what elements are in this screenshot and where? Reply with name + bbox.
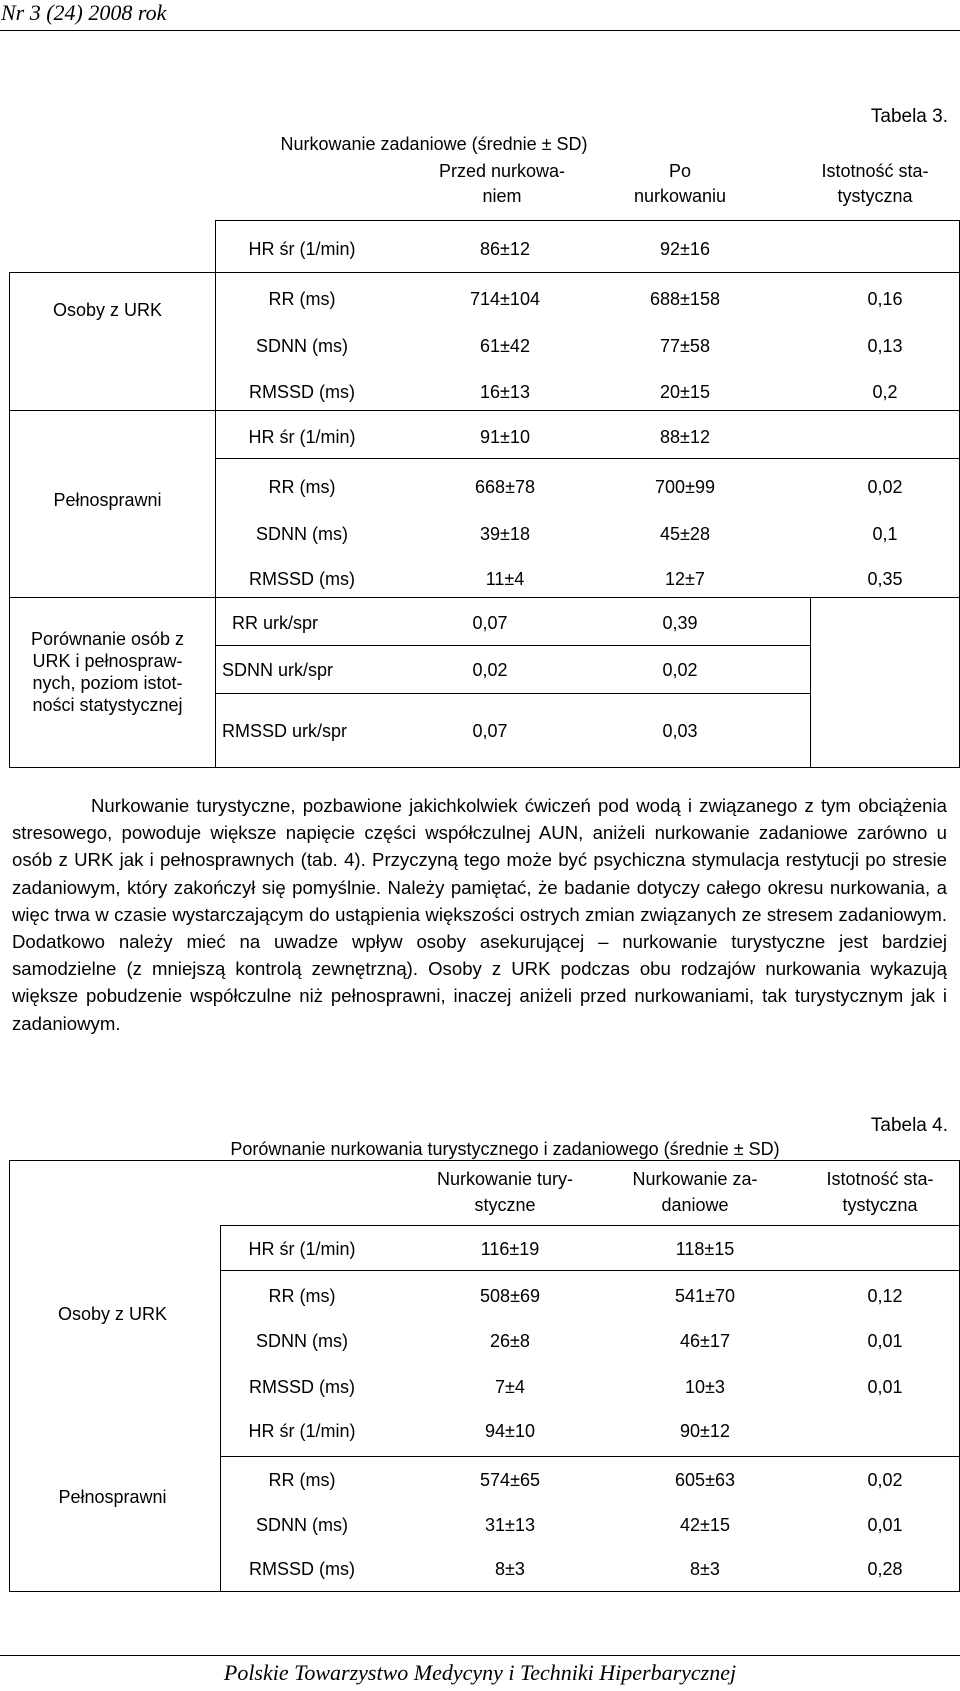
table-cell: 0,07	[472, 721, 508, 741]
table-cell: 0,01	[867, 1377, 903, 1397]
table-cell: 45±28	[660, 524, 710, 544]
table-cell: 0,35	[867, 569, 903, 589]
table-cell: RMSSD (ms)	[249, 382, 355, 402]
table-cell: 700±99	[655, 477, 715, 497]
page-footer: Polskie Towarzystwo Medycyny i Techniki Hiperbarycznej	[223, 1660, 737, 1685]
table-cell: 0,02	[867, 477, 903, 497]
table-cell: 0,07	[472, 613, 508, 633]
table-rule	[9, 1160, 10, 1592]
table-cell: 16±13	[480, 382, 530, 402]
table-cell: RMSSD urk/spr	[222, 721, 348, 741]
body-paragraph: Nurkowanie turystyczne, pozbawione jakichkolwiek ćwiczeń pod wodą i związanego z tym obciążenia stresowego, powoduje większe napięcie części współczulnej AUN, aniżeli nurkowanie zadaniowe zarówno u osób z URK jak i pełnosprawnych (tab. 4). Przyczyną tego może być psychiczna stymulacja restytucji po stresie zadaniowym, który zakończył się pomyślnie. Należy pamiętać, że badanie dotyczy całego okresu nurkowania, a więc trwa w czasie wystarczającym do ustąpienia większości ostrych zmian związanych ze stresem zadaniowym. Dodatkowo należy mieć na uwadze wpływ osoby asekurującej – nurkowanie turystyczne jest bardziej samodzielne (z mniejszą kontrolą zewnętrzną). Osoby z URK podczas obu rodzajów nurkowania wykazują większe pobudzenie współczulne niż pełnosprawni, inaczej aniżeli przed nurkowaniami, tak turystycznym jak i zadaniowym.	[12, 795, 947, 1034]
table-rule	[215, 458, 960, 459]
col-header-sig-2: tystyczna	[837, 186, 913, 206]
col-header-task-1: Nurkowanie za-	[632, 1169, 758, 1189]
table-rule	[9, 767, 960, 768]
table-cell: RR urk/spr	[232, 613, 319, 633]
col-header-tour-2: styczne	[474, 1195, 536, 1215]
table-cell: 39±18	[480, 524, 530, 544]
table-cell: 11±4	[485, 569, 525, 589]
table-cell: SDNN (ms)	[256, 524, 348, 544]
table-cell: 8±3	[690, 1559, 720, 1579]
table-cell: RR (ms)	[268, 289, 336, 309]
table-rule	[9, 1160, 960, 1161]
table-3-title: Nurkowanie zadaniowe (średnie ± SD)	[280, 134, 588, 154]
group-compare-label-1: Porównanie osób z	[30, 629, 185, 649]
table-cell: 118±15	[675, 1239, 735, 1259]
table-cell: SDNN urk/spr	[222, 660, 334, 680]
table-rule	[9, 597, 960, 598]
table-rule	[9, 272, 960, 273]
table-cell: RMSSD (ms)	[249, 1377, 355, 1397]
table-4-title: Porównanie nurkowania turystycznego i zadaniowego (średnie ± SD)	[230, 1139, 780, 1159]
table-rule	[9, 1591, 960, 1592]
table-cell: 10±3	[685, 1377, 725, 1397]
page-header	[0, 0, 960, 31]
table-cell: 88±12	[660, 427, 710, 447]
group-compare-label-4: ności statystycznej	[32, 695, 183, 715]
table-cell: SDNN (ms)	[256, 1515, 348, 1535]
table-cell: RMSSD (ms)	[249, 569, 355, 589]
col-header-sig-1: Istotność sta-	[826, 1169, 934, 1189]
table-cell: 7±4	[495, 1377, 525, 1397]
table-cell: 668±78	[475, 477, 535, 497]
table-cell: 0,02	[662, 660, 698, 680]
col-header-before-1: Przed nurkowa-	[438, 161, 566, 181]
table-cell: 0,02	[867, 1470, 903, 1490]
table-cell: 714±104	[470, 289, 540, 309]
table-rule	[215, 220, 960, 221]
table-cell: 0,2	[872, 382, 898, 402]
group-urk-label: Osoby z URK	[57, 1304, 168, 1324]
table-cell: 0,01	[867, 1331, 903, 1351]
table-cell: 0,13	[867, 336, 903, 356]
group-urk-label: Osoby z URK	[52, 300, 163, 320]
table-cell: RR (ms)	[268, 1470, 336, 1490]
issue-label: Nr 3 (24) 2008 rok	[1, 0, 167, 25]
table-rule	[220, 1270, 960, 1271]
col-header-sig-1: Istotność sta-	[821, 161, 929, 181]
table-cell: 12±7	[665, 569, 705, 589]
table-cell: 508±69	[480, 1286, 540, 1306]
group-compare-label-2: URK i pełnospraw-	[32, 651, 183, 671]
table-cell: 42±15	[680, 1515, 730, 1535]
table-cell: RMSSD (ms)	[249, 1559, 355, 1579]
table-cell: 91±10	[480, 427, 530, 447]
table-rule	[9, 410, 960, 411]
table-cell: SDNN (ms)	[256, 336, 348, 356]
group-healthy-label: Pełnosprawni	[53, 490, 162, 510]
table-cell: 61±42	[480, 336, 530, 356]
footer-rule	[0, 1655, 960, 1656]
col-header-sig-2: tystyczna	[842, 1195, 918, 1215]
group-compare-label-3: nych, poziom istot-	[32, 673, 183, 693]
table-cell: 605±63	[675, 1470, 735, 1490]
table-cell: 0,16	[867, 289, 903, 309]
table-rule	[215, 693, 810, 694]
col-header-tour-1: Nurkowanie tury-	[436, 1169, 574, 1189]
col-header-after-1: Po	[668, 161, 692, 181]
table-cell: HR śr (1/min)	[248, 239, 356, 259]
table-4-label: Tabela 4.	[870, 1115, 948, 1136]
table-rule	[9, 272, 10, 768]
table-rule	[220, 1225, 960, 1226]
table-cell: 31±13	[485, 1515, 535, 1535]
table-cell: 86±12	[480, 239, 530, 259]
table-rule	[220, 1456, 960, 1457]
table-cell: RR (ms)	[268, 1286, 336, 1306]
col-header-before-2: niem	[482, 186, 522, 206]
table-3-label: Tabela 3.	[870, 106, 948, 127]
table-rule	[220, 1225, 221, 1592]
table-cell: HR śr (1/min)	[248, 1239, 356, 1259]
col-header-task-2: daniowe	[661, 1195, 729, 1215]
table-cell: 20±15	[660, 382, 710, 402]
table-cell: 8±3	[495, 1559, 525, 1579]
table-cell: SDNN (ms)	[256, 1331, 348, 1351]
table-cell: 0,39	[662, 613, 698, 633]
table-cell: 46±17	[680, 1331, 730, 1351]
table-cell: 94±10	[485, 1421, 535, 1441]
table-cell: 90±12	[680, 1421, 730, 1441]
col-header-after-2: nurkowaniu	[633, 186, 727, 206]
table-cell: 116±19	[480, 1239, 540, 1259]
table-cell: 0,28	[867, 1559, 903, 1579]
table-cell: HR śr (1/min)	[248, 1421, 356, 1441]
group-healthy-label: Pełnosprawni	[58, 1487, 167, 1507]
table-cell: 0,03	[662, 721, 698, 741]
table-cell: RR (ms)	[268, 477, 336, 497]
table-rule	[215, 645, 810, 646]
table-cell: 92±16	[660, 239, 710, 259]
table-rule	[810, 597, 811, 768]
table-cell: 77±58	[660, 336, 710, 356]
table-cell: 541±70	[675, 1286, 735, 1306]
table-rule	[215, 220, 216, 768]
table-cell: 688±158	[650, 289, 720, 309]
table-cell: HR śr (1/min)	[248, 427, 356, 447]
table-cell: 26±8	[490, 1331, 530, 1351]
table-cell: 574±65	[480, 1470, 540, 1490]
table-cell: 0,01	[867, 1515, 903, 1535]
table-cell: 0,1	[872, 524, 898, 544]
table-cell: 0,12	[867, 1286, 903, 1306]
table-cell: 0,02	[472, 660, 508, 680]
